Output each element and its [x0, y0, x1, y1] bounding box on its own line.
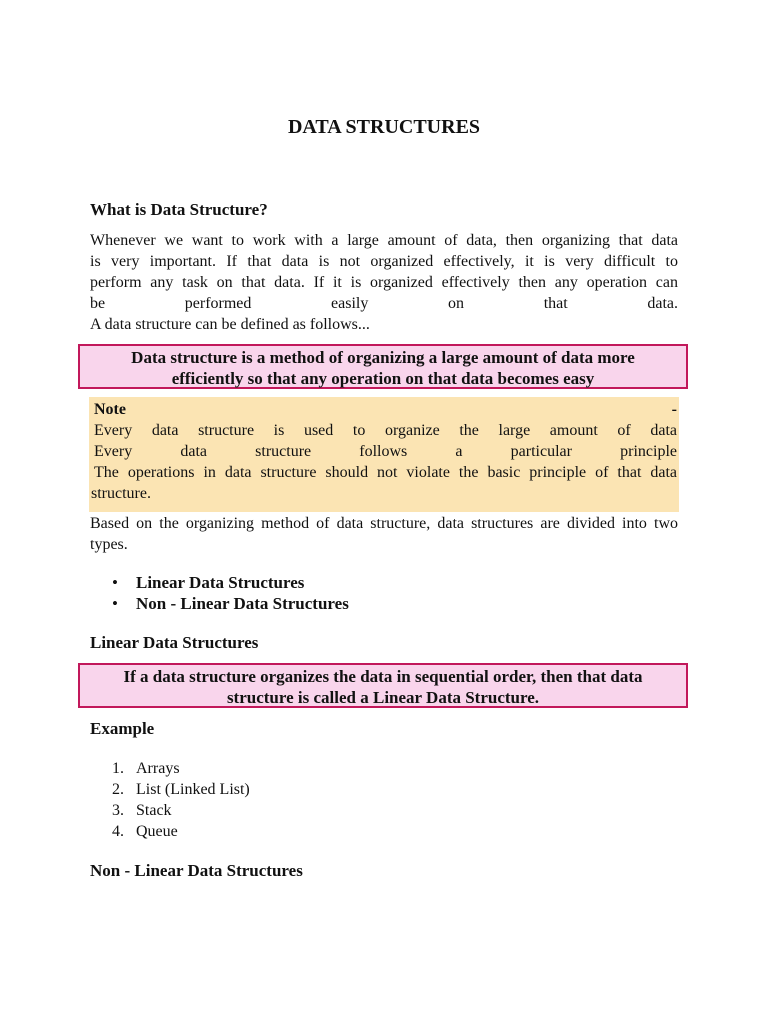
section-heading-example: Example: [90, 719, 155, 738]
note-line-3: The operations in data structure should not violate the basic principle of that data: [94, 464, 677, 481]
list-item: 1. Arrays: [112, 760, 180, 777]
intro-paragraph: [90, 230, 678, 335]
types-list: [90, 572, 678, 614]
intro-line-5: A data structure can be defined as follows...: [90, 316, 370, 333]
linear-line-1: If a data structure organizes the data in sequential order, then that data: [123, 667, 643, 686]
list-item: 2. List (Linked List): [112, 781, 250, 798]
definition-line-2: efficiently so that any operation on that data becomes easy: [171, 369, 595, 388]
page-title: DATA STRUCTURES: [287, 116, 481, 138]
note-dash: -: [671, 401, 677, 418]
intro-line-2: is very important. If that data is not organized effectively, it is very difficult to: [90, 253, 678, 270]
definition-line-1: Data structure is a method of organizing a large amount of data more: [131, 348, 635, 367]
list-item: • Linear Data Structures: [90, 572, 678, 593]
types-paragraph: Based on the organizing method of data structure, data structures are divided into two types.: [90, 515, 678, 553]
intro-line-1: Whenever we want to work with a large amount of data, then organizing that data: [90, 232, 678, 249]
note-box: [89, 397, 679, 512]
note-label: Note: [94, 401, 126, 418]
note-line-1: Every data structure is used to organize the large amount of data: [94, 422, 677, 439]
definition-callout: [78, 344, 688, 389]
list-item: • Non - Linear Data Structures: [90, 593, 678, 614]
note-line-4: structure.: [91, 485, 151, 502]
section-heading-nonlinear: Non - Linear Data Structures: [90, 861, 303, 880]
section-heading-what-is: What is Data Structure?: [90, 200, 268, 219]
example-list: [90, 758, 678, 842]
intro-line-4: be performed easily on that data.: [90, 295, 678, 312]
list-item: 3. Stack: [112, 802, 172, 819]
list-item: 4. Queue: [112, 823, 178, 840]
intro-line-3: perform any task on that data. If it is organized effectively then any operation can: [90, 274, 678, 291]
linear-line-2: structure is called a Linear Data Structure.: [226, 688, 540, 707]
note-line-2: Every data structure follows a particular principle: [94, 443, 677, 460]
linear-definition-callout: [78, 663, 688, 708]
note-header: [91, 399, 677, 420]
section-heading-linear: Linear Data Structures: [90, 633, 259, 652]
